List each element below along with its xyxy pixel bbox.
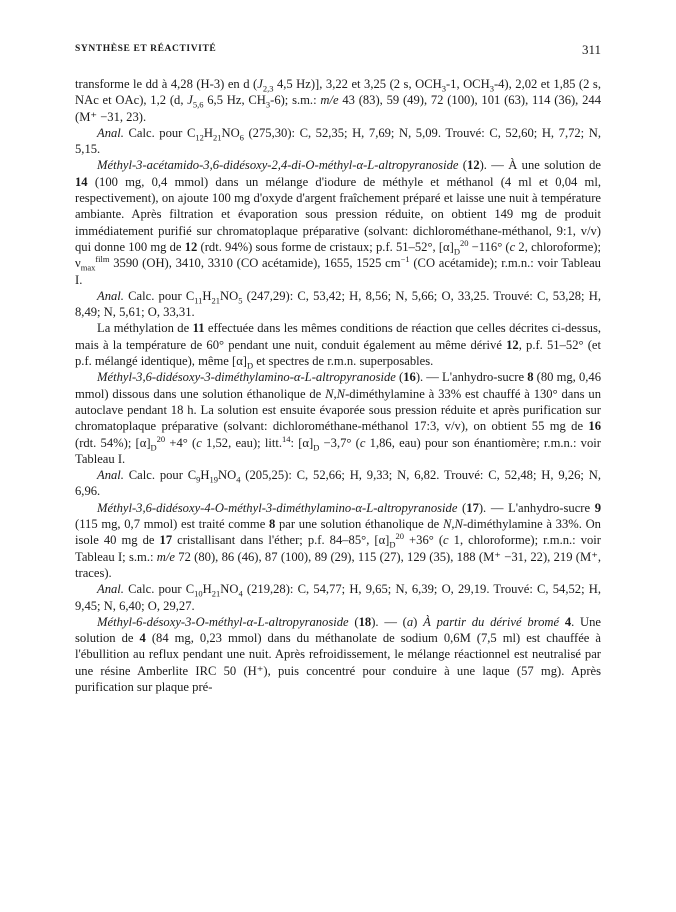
text-run: 3590 (OH), 3410, 3310 (CO acétamide), 1655, 1525 cm [109,256,401,271]
text-run: À partir du dérivé bromé [423,614,560,629]
text-run: −3,7° ( [319,435,360,450]
text-run: Calc. pour C [123,582,195,597]
text-run: D [389,539,396,550]
text-run: NO [221,125,240,140]
text-run: D [150,442,157,453]
text-run: H [202,288,212,303]
text-run: : [α] [290,435,314,450]
text-run: (rdt. 54%); [α] [75,435,151,450]
text-run: 19 [209,474,219,485]
text-run: ( [457,500,467,515]
article-body [75,76,601,695]
text-run: Méthyl-3-acétamido-3,6-didésoxy-2,4-di-O-méthyl-α-L-altropyranoside [97,158,459,173]
text-run: Calc. pour C [123,468,197,483]
text-run: . Une solution de [75,614,602,646]
text-run: (219,28): C, 54,77; H, 9,65; N, 6,39; O, 29,19. Trouvé: C, 54,52; H, 9,45; N, 6,40; O, 29,27. [75,582,601,613]
text-run: 2, chloroforme); ν [75,239,602,271]
text-run: 6,5 Hz, CH [203,93,266,108]
text-run: 21 [211,588,221,599]
paragraph [75,125,601,158]
text-run: 9 [594,500,601,515]
text-run: J [257,77,263,91]
text-run: Calc. pour C [123,125,196,140]
text-run: 1, chloroforme); r.m.n.: voir Tableau I; s.m.: [75,533,601,564]
text-run: D [453,246,460,257]
page-number: 311 [581,42,601,57]
text-run: 11 [194,295,203,306]
text-run: 12 [467,158,480,173]
text-run: N,N [442,517,463,532]
text-run: -6); s.m.: [270,93,321,108]
text-run: 21 [211,295,221,306]
text-run: (CO acétamide); r.m.n.: voir Tableau I. [75,256,601,287]
text-run: 10 [194,588,203,599]
text-run: (84 mg, 0,23 mmol) dans du méthanolate de sodium 0,6M (7,5 ml) est chauffée à l'ébullition au reflux pendant une nuit. Après refroidissement, le mélange réactionnel est neutralisé par une résine Amberlite IRC 50 (H⁺), puis concentré pour conduire à une laque (57 mg). Après purification sur plaque pré- [75,631,601,694]
text-run: ( [348,614,359,629]
text-run: et spectres de r.m.n. superposables. [253,354,434,369]
text-run: ). — ( [371,614,407,629]
paragraph [75,500,601,581]
text-run: (100 mg, 0,4 mmol) dans un mélange d'iodure de méthyle et méthanol (4 ml et 0,04 ml, respectivement), on ajoute 100 mg d'oxyde d'argent fraîchement préparé et laisse une nuit à température ambiante. Après filtration et évaporation sous pression réduite, on obtient 149 mg de produit immédiatement purifié sur chromatoplaque préparative (solvant: dichlorométhane-méthanol, 9:1, v/v) qui donne 100 mg de [75,174,601,254]
text-run: NO [220,288,239,303]
text-run: 18 [358,614,372,629]
text-run: m/e [156,549,175,564]
text-run: cristallisant dans l'éther; p.f. 84–85°, [α] [172,533,390,548]
text-run: 4 [139,631,146,646]
text-run: 3 [489,83,494,94]
text-run: ( [395,370,404,385]
text-run: -4), 2,02 et 1,85 (2 s, NAc et OAc), 1,2 (d, [75,77,601,108]
text-run: 1,86, eau) pour son énantiomère; r.m.n.: voir Tableau I. [75,435,601,466]
text-run: effectuée dans les mêmes conditions de réaction que celles décrites ci-dessus, mais à la température de 60° pendant une nuit, conduit également au même dérivé [75,321,601,352]
text-run: 12 [184,239,198,254]
paragraph [75,76,601,125]
text-run: (275,30): C, 52,35; H, 7,69; N, 5,09. Trouvé: C, 52,60; H, 7,72; N, 5,15. [75,125,601,157]
text-run: 43 (83), 59 (49), 72 (100), 101 (63), 114 (36), 244 (M⁺ −31, 23). [75,93,601,124]
text-run: ). — L'anhydro-sucre [415,370,528,385]
text-run: ). — À une solution de [479,158,602,173]
text-run: 17 [466,500,479,515]
text-run: transforme le dd à 4,28 (H-3) en d ( [75,77,258,91]
text-run: max [80,262,96,273]
text-run: 12 [195,132,204,143]
running-title: SYNTHÈSE ET RÉACTIVITÉ [75,44,217,54]
text-run: 21 [212,132,222,143]
text-run: Méthyl-3,6-didésoxy-4-O-méthyl-3-diméthylamino-α-L-altropyranoside [97,500,458,515]
text-run: 14 [75,174,88,189]
text-run: 4 [564,614,572,629]
text-run: 16 [403,370,416,385]
text-run: 3 [265,99,271,110]
text-run: par une solution éthanolique de [275,517,443,532]
text-run: , p.f. 51–52° (et p.f. mélangé identique), même [α] [75,337,601,369]
text-run: 8 [527,370,534,385]
text-run: (80 mg, 0,46 mmol) dissous dans une solution éthanolique de [75,370,602,401]
text-run: Méthyl-6-désoxy-3-O-méthyl-α-L-altropyranoside [97,614,349,629]
text-run: 72 (80), 86 (46), 87 (100), 89 (29), 115 (27), 129 (35), 188 (M⁺ −31, 22), 219 (M⁺, traces). [75,549,601,580]
text-run: Anal. [97,468,124,483]
text-run: -1, OCH [445,77,490,91]
text-run: 20 [156,433,166,444]
text-run: −116° ( [468,239,510,254]
text-run: 9 [196,474,201,485]
text-run: H [203,125,213,140]
text-run: −1 [400,254,410,265]
text-run: Calc. pour C [123,288,195,303]
text-run: c [196,435,202,450]
paragraph [75,614,601,695]
text-run: 4 [236,474,241,485]
text-run: J [187,93,193,108]
paragraph [75,467,601,500]
paragraph [75,157,601,287]
text-run: -diméthylamine à 33%. On isole 40 mg de [75,517,601,548]
paragraph [75,581,601,614]
text-run: Méthyl-3,6-didésoxy-3-diméthylamino-α-L-altropyranoside [97,370,396,385]
text-run: D [313,442,320,453]
text-run: (247,29): C, 53,42; H, 8,56; N, 5,66; O, 33,25. Trouvé: C, 53,28; H, 8,49; N, 5,61; O, 33,31. [75,288,601,320]
text-run: NO [218,468,237,483]
text-run: ). — L'anhydro-sucre [478,500,595,515]
text-run: (205,25): C, 52,66; H, 9,33; N, 6,82. Trouvé: C, 52,48; H, 9,26; N, 6,96. [75,468,601,499]
text-run: 1,52, eau); litt. [201,435,282,450]
text-run: +4° ( [165,435,197,450]
text-run: Anal. [97,582,124,597]
text-run: 12 [506,337,519,352]
text-run: 16 [588,419,601,434]
text-run: H [202,582,212,597]
text-run: 20 [395,531,405,542]
text-run: 6 [239,132,244,143]
text-run: c [359,435,366,450]
text-run: a [406,614,414,629]
text-run: Anal. [97,288,124,303]
text-run: 8 [269,517,276,532]
text-run: film [95,254,110,265]
text-run: ) [413,614,424,629]
text-run: 20 [459,237,469,248]
text-run: c [443,533,449,548]
text-run: NO [220,582,239,597]
text-run: +36° ( [404,533,444,548]
running-header [75,44,601,60]
text-run: 4,5 Hz)], 3,22 et 3,25 (2 s, OCH [273,77,442,91]
text-run: 17 [159,533,173,548]
text-run: (rdt. 94%) sous forme de cristaux; p.f. 51–52°, [α] [197,239,454,254]
text-run: ( [458,158,468,173]
paragraph [75,320,601,369]
text-run: 5,6 [192,99,204,110]
paragraph [75,369,601,467]
text-run: (115 mg, 0,7 mmol) est traité comme [75,517,269,532]
text-run: -diméthylamine à 33% est chauffé à 130° dans un autoclave pendant 18 h. La solution est ensuite évaporée sous pression réduite et après purification sur chromatoplaque préparative (solvant: dichlorométhane-méthanol 17:3, v/v), on obtient 55 mg de [75,386,602,434]
text-run: 5 [238,295,243,306]
text-run: c [509,239,516,254]
text-run: 4 [238,588,243,599]
text-run: H [200,468,210,483]
text-run: 3 [441,83,446,94]
text-run: 11 [192,321,205,336]
paragraph [75,288,601,321]
text-run: 2,3 [262,83,274,94]
text-run: D [247,360,254,371]
text-run: Anal. [97,125,124,140]
text-run: m/e [320,93,339,108]
text-run: La méthylation de [97,321,193,336]
text-run: N,N [325,386,346,401]
text-run: 14 [282,433,291,444]
